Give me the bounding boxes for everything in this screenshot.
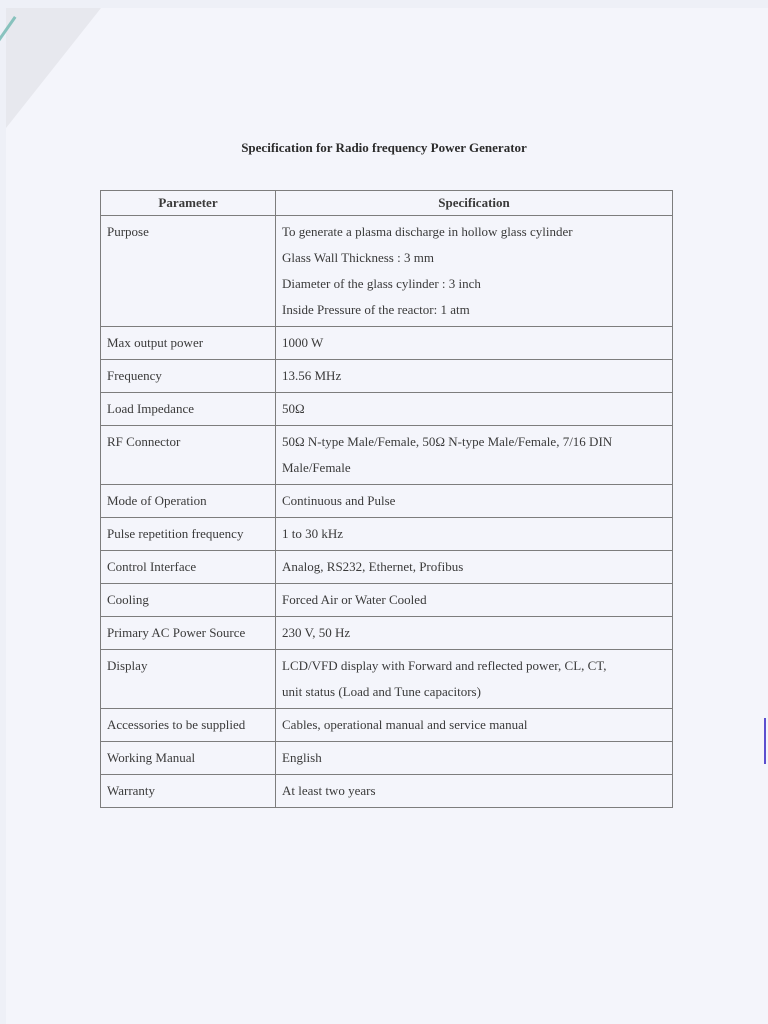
specification-cell [276,518,673,551]
parameter-cell: Load Impedance [101,393,276,426]
table-row [101,775,673,808]
table-row [101,216,673,327]
specification-line: 230 V, 50 Hz [282,625,351,640]
table-row [101,485,673,518]
table-row [101,551,673,584]
specification-line: 1000 W [282,335,324,350]
parameter-cell: RF Connector [101,426,276,485]
edge-ink-mark [764,718,766,764]
specification-line: Diameter of the glass cylinder : 3 inch [282,276,481,291]
specification-line: Male/Female [282,460,351,475]
table-header-row [101,191,673,216]
table-row [101,518,673,551]
parameter-cell: Pulse repetition frequency [101,518,276,551]
table-row [101,360,673,393]
parameter-cell: Warranty [101,775,276,808]
specification-line: At least two years [282,783,376,798]
specification-cell [276,584,673,617]
specification-line: 13.56 MHz [282,368,342,383]
specification-line: unit status (Load and Tune capacitors) [282,684,481,699]
table-row [101,426,673,485]
table-row [101,709,673,742]
parameter-cell: Control Interface [101,551,276,584]
parameter-cell: Mode of Operation [101,485,276,518]
table-body [101,216,673,808]
specification-cell [276,360,673,393]
specification-cell [276,617,673,650]
specification-cell [276,327,673,360]
specification-cell [276,551,673,584]
specification-cell [276,393,673,426]
specification-table [100,190,673,808]
specification-cell [276,742,673,775]
specification-line: Continuous and Pulse [282,493,396,508]
specification-line: 50Ω N-type Male/Female, 50Ω N-type Male/Female, 7/16 DIN [282,434,613,449]
specification-line: Cables, operational manual and service manual [282,717,528,732]
specification-line: LCD/VFD display with Forward and reflected power, CL, CT, [282,658,607,673]
table-row [101,742,673,775]
table-row [101,327,673,360]
header-parameter: Parameter [101,191,276,216]
parameter-cell: Purpose [101,216,276,327]
specification-line: Inside Pressure of the reactor: 1 atm [282,302,470,317]
specification-line: English [282,750,322,765]
table-row [101,650,673,709]
specification-cell [276,709,673,742]
parameter-cell: Accessories to be supplied [101,709,276,742]
specification-cell [276,485,673,518]
specification-line: Forced Air or Water Cooled [282,592,427,607]
parameter-cell: Max output power [101,327,276,360]
parameter-cell: Working Manual [101,742,276,775]
parameter-cell: Cooling [101,584,276,617]
specification-cell [276,216,673,327]
parameter-cell: Frequency [101,360,276,393]
specification-line: Glass Wall Thickness : 3 mm [282,250,434,265]
parameter-cell: Display [101,650,276,709]
specification-cell [276,426,673,485]
table-row [101,617,673,650]
table-row [101,393,673,426]
header-specification: Specification [276,191,673,216]
document-title: Specification for Radio frequency Power Generator [241,140,527,155]
specification-line: 1 to 30 kHz [282,526,344,541]
specification-line: 50Ω [282,401,305,416]
specification-line: To generate a plasma discharge in hollow glass cylinder [282,224,573,239]
folded-corner [6,8,101,128]
table-row [101,584,673,617]
specification-cell [276,775,673,808]
parameter-cell: Primary AC Power Source [101,617,276,650]
specification-cell [276,650,673,709]
specification-line: Analog, RS232, Ethernet, Profibus [282,559,464,574]
